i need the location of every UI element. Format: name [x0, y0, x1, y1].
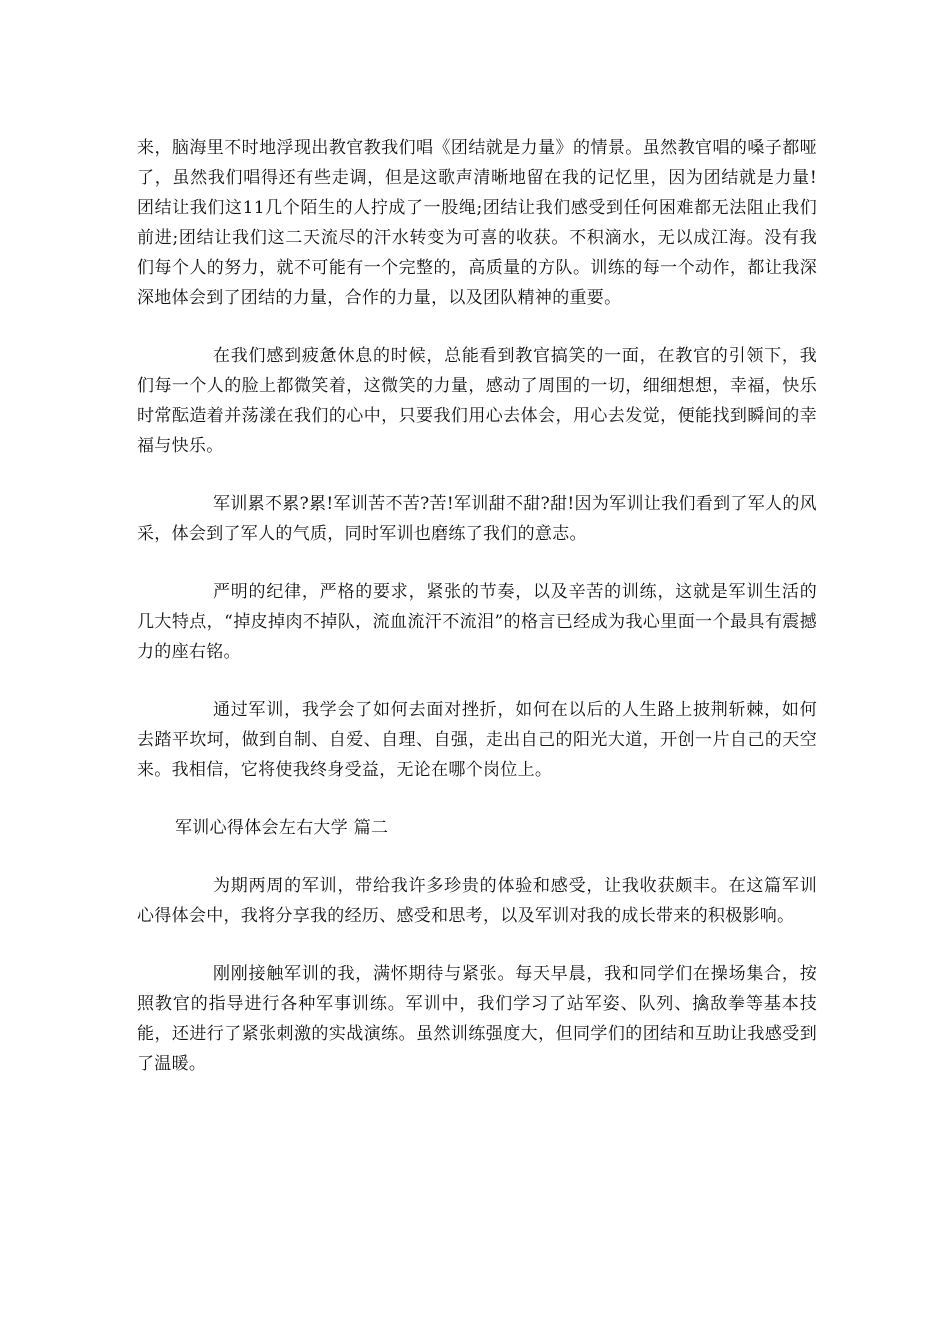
- paragraph-continued: 来，脑海里不时地浮现出教官教我们唱《团结就是力量》的情景。虽然教官唱的嗓子都哑了，虽然我们唱得还有些走调，但是这歌声清晰地留在我的记忆里，因为团结就是力量!团结让我们这11几个陌生的人拧成了一股绳;团结让我们感受到任何困难都无法阻止我们前进;团结让我们这二天流尽的汗水转变为可喜的收获。不积滴水，无以成江海。没有我们每个人的努力，就不可能有一个完整的，高质量的方队。训练的每一个动作，都让我深深地体会到了团结的力量，合作的力量，以及团队精神的重要。: [137, 138, 817, 308]
- paragraph: 军训累不累?累!军训苦不苦?苦!军训甜不甜?甜!因为军训让我们看到了军人的风采，体会到了军人的气质，同时军训也磨练了我们的意志。: [137, 494, 817, 544]
- paragraph: 为期两周的军训，带给我许多珍贵的体验和感受，让我收获颇丰。在这篇军训心得体会中，我将分享我的经历、感受和思考，以及军训对我的成长带来的积极影响。: [137, 876, 817, 926]
- paragraph: 严明的纪律，严格的要求，紧张的节奏，以及辛苦的训练，这就是军训生活的几大特点，“掉皮掉肉不掉队，流血流汗不流泪”的格言已经成为我心里面一个最具有震撼力的座右铭。: [137, 582, 817, 662]
- paragraph: 刚刚接触军训的我，满怀期待与紧张。每天早晨，我和同学们在操场集合，按照教官的指导进行各种军事训练。军训中，我们学习了站军姿、队列、擒敌拳等基本技能，还进行了紧张刺激的实战演练。虽然训练强度大，但同学们的团结和互助让我感受到了温暖。: [137, 964, 817, 1074]
- paragraph: 在我们感到疲惫休息的时候，总能看到教官搞笑的一面，在教官的引领下，我们每一个人的脸上都微笑着，这微笑的力量，感动了周围的一切，细细想想，幸福，快乐时常酝造着并荡漾在我们的心中，只要我们用心去体会，用心去发觉，便能找到瞬间的幸福与快乐。: [137, 346, 817, 456]
- section-heading: 军训心得体会左右大学 篇二: [175, 818, 389, 838]
- document-body: [137, 133, 817, 1107]
- paragraph: 通过军训，我学会了如何去面对挫折，如何在以后的人生路上披荆斩棘，如何去踏平坎坷，做到自制、自爱、自理、自强，走出自己的阳光大道，开创一片自己的天空来。我相信，它将使我终身受益，无论在哪个岗位上。: [137, 700, 817, 780]
